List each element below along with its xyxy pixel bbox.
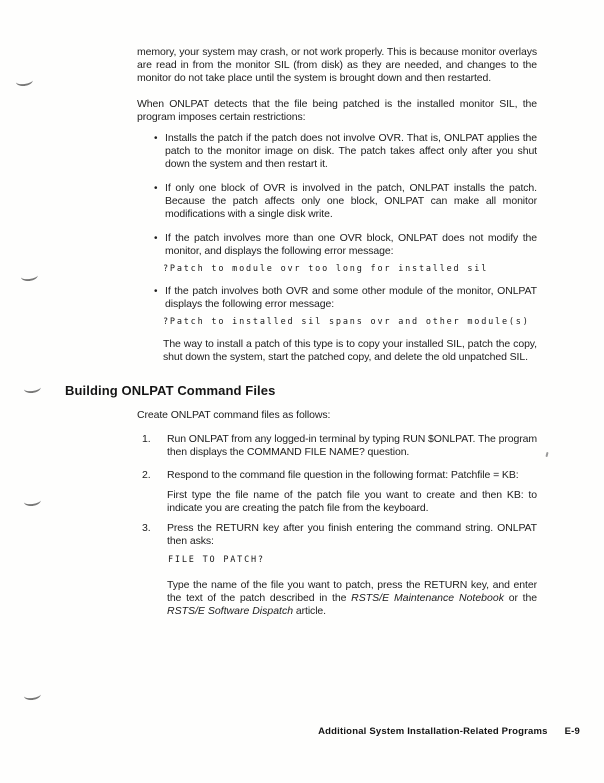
- bullet-text: Installs the patch if the patch does not involve OVR. That is, ONLPAT applies the patch to the monitor image on disk. The patch takes affect only after you shut down the system and then restart it.: [165, 132, 537, 170]
- manual-reference: RSTS/E Maintenance Notebook: [351, 592, 504, 604]
- bullet-item: [154, 182, 537, 221]
- intro-paragraph: memory, your system may crash, or not work properly. This is because monitor overlays are read in from the monitor SIL (from disk) as they are needed, and changes to the monitor do not take place until the system is brought down and then restarted.: [137, 46, 537, 84]
- bullet-text: If only one block of OVR is involved in the patch, ONLPAT installs the patch. Because the patch affects only one block, ONLPAT can make all monitor modifications with a single disk write.: [165, 182, 537, 220]
- numbered-step: [142, 469, 537, 482]
- step-text: Press the RETURN key after you finish entering the command string. ONLPAT then asks:: [167, 522, 537, 547]
- margin-mark-icon: [24, 693, 42, 701]
- create-files-paragraph: Create ONLPAT command files as follows:: [137, 409, 331, 421]
- bullet-item: [154, 232, 537, 258]
- step-detail-paragraph: First type the file name of the patch file you want to create and then KB: to indicate you are creating the patch file from the keyboard.: [167, 489, 537, 514]
- bullet-icon: •: [154, 133, 158, 144]
- section-heading: Building ONLPAT Command Files: [65, 383, 276, 398]
- bullet-icon: •: [154, 286, 158, 297]
- page-body: [0, 46, 604, 618]
- error-message-code: ?Patch to installed sil spans ovr and other module(s): [163, 317, 530, 327]
- step-text: Respond to the command file question in the following format: Patchfile = KB:: [167, 469, 519, 481]
- closing-paragraph: [167, 579, 537, 618]
- step-number: 3.: [142, 522, 151, 534]
- step-number: 2.: [142, 469, 151, 481]
- prompt-code: FILE TO PATCH?: [168, 555, 265, 565]
- footer-chapter-title: Additional System Installation-Related Programs: [318, 726, 548, 737]
- numbered-step: [142, 522, 537, 548]
- footer-page-number: E-9: [564, 726, 580, 737]
- numbered-step: [142, 433, 537, 459]
- page-footer: [318, 726, 580, 737]
- install-advice-paragraph: The way to install a patch of this type is to copy your installed SIL, patch the copy, shut down the system, start the patched copy, and delete the old unpatched SIL.: [163, 338, 537, 363]
- bullet-text: If the patch involves both OVR and some other module of the monitor, ONLPAT displays the following error message:: [165, 285, 537, 310]
- restrictions-paragraph: When ONLPAT detects that the file being patched is the installed monitor SIL, the program imposes certain restrictions:: [137, 98, 537, 123]
- bullet-icon: •: [154, 183, 158, 194]
- bullet-text: If the patch involves more than one OVR block, ONLPAT does not modify the monitor, and displays the following error message:: [165, 232, 537, 257]
- closing-text: article.: [293, 605, 326, 617]
- step-number: 1.: [142, 433, 151, 445]
- bullet-item: [154, 132, 537, 171]
- step-text: Run ONLPAT from any logged-in terminal by typing RUN $ONLPAT. The program then displays the COMMAND FILE NAME? question.: [167, 433, 537, 458]
- manual-reference: RSTS/E Software Dispatch: [167, 605, 294, 617]
- bullet-item: [154, 285, 537, 311]
- bullet-icon: •: [154, 233, 158, 244]
- closing-text: or the: [503, 592, 537, 604]
- error-message-code: ?Patch to module ovr too long for installed sil: [163, 264, 489, 274]
- closing-text: Type the name of the file you want to patch, press the RETURN key, and enter the text of the patch described in the: [167, 579, 537, 604]
